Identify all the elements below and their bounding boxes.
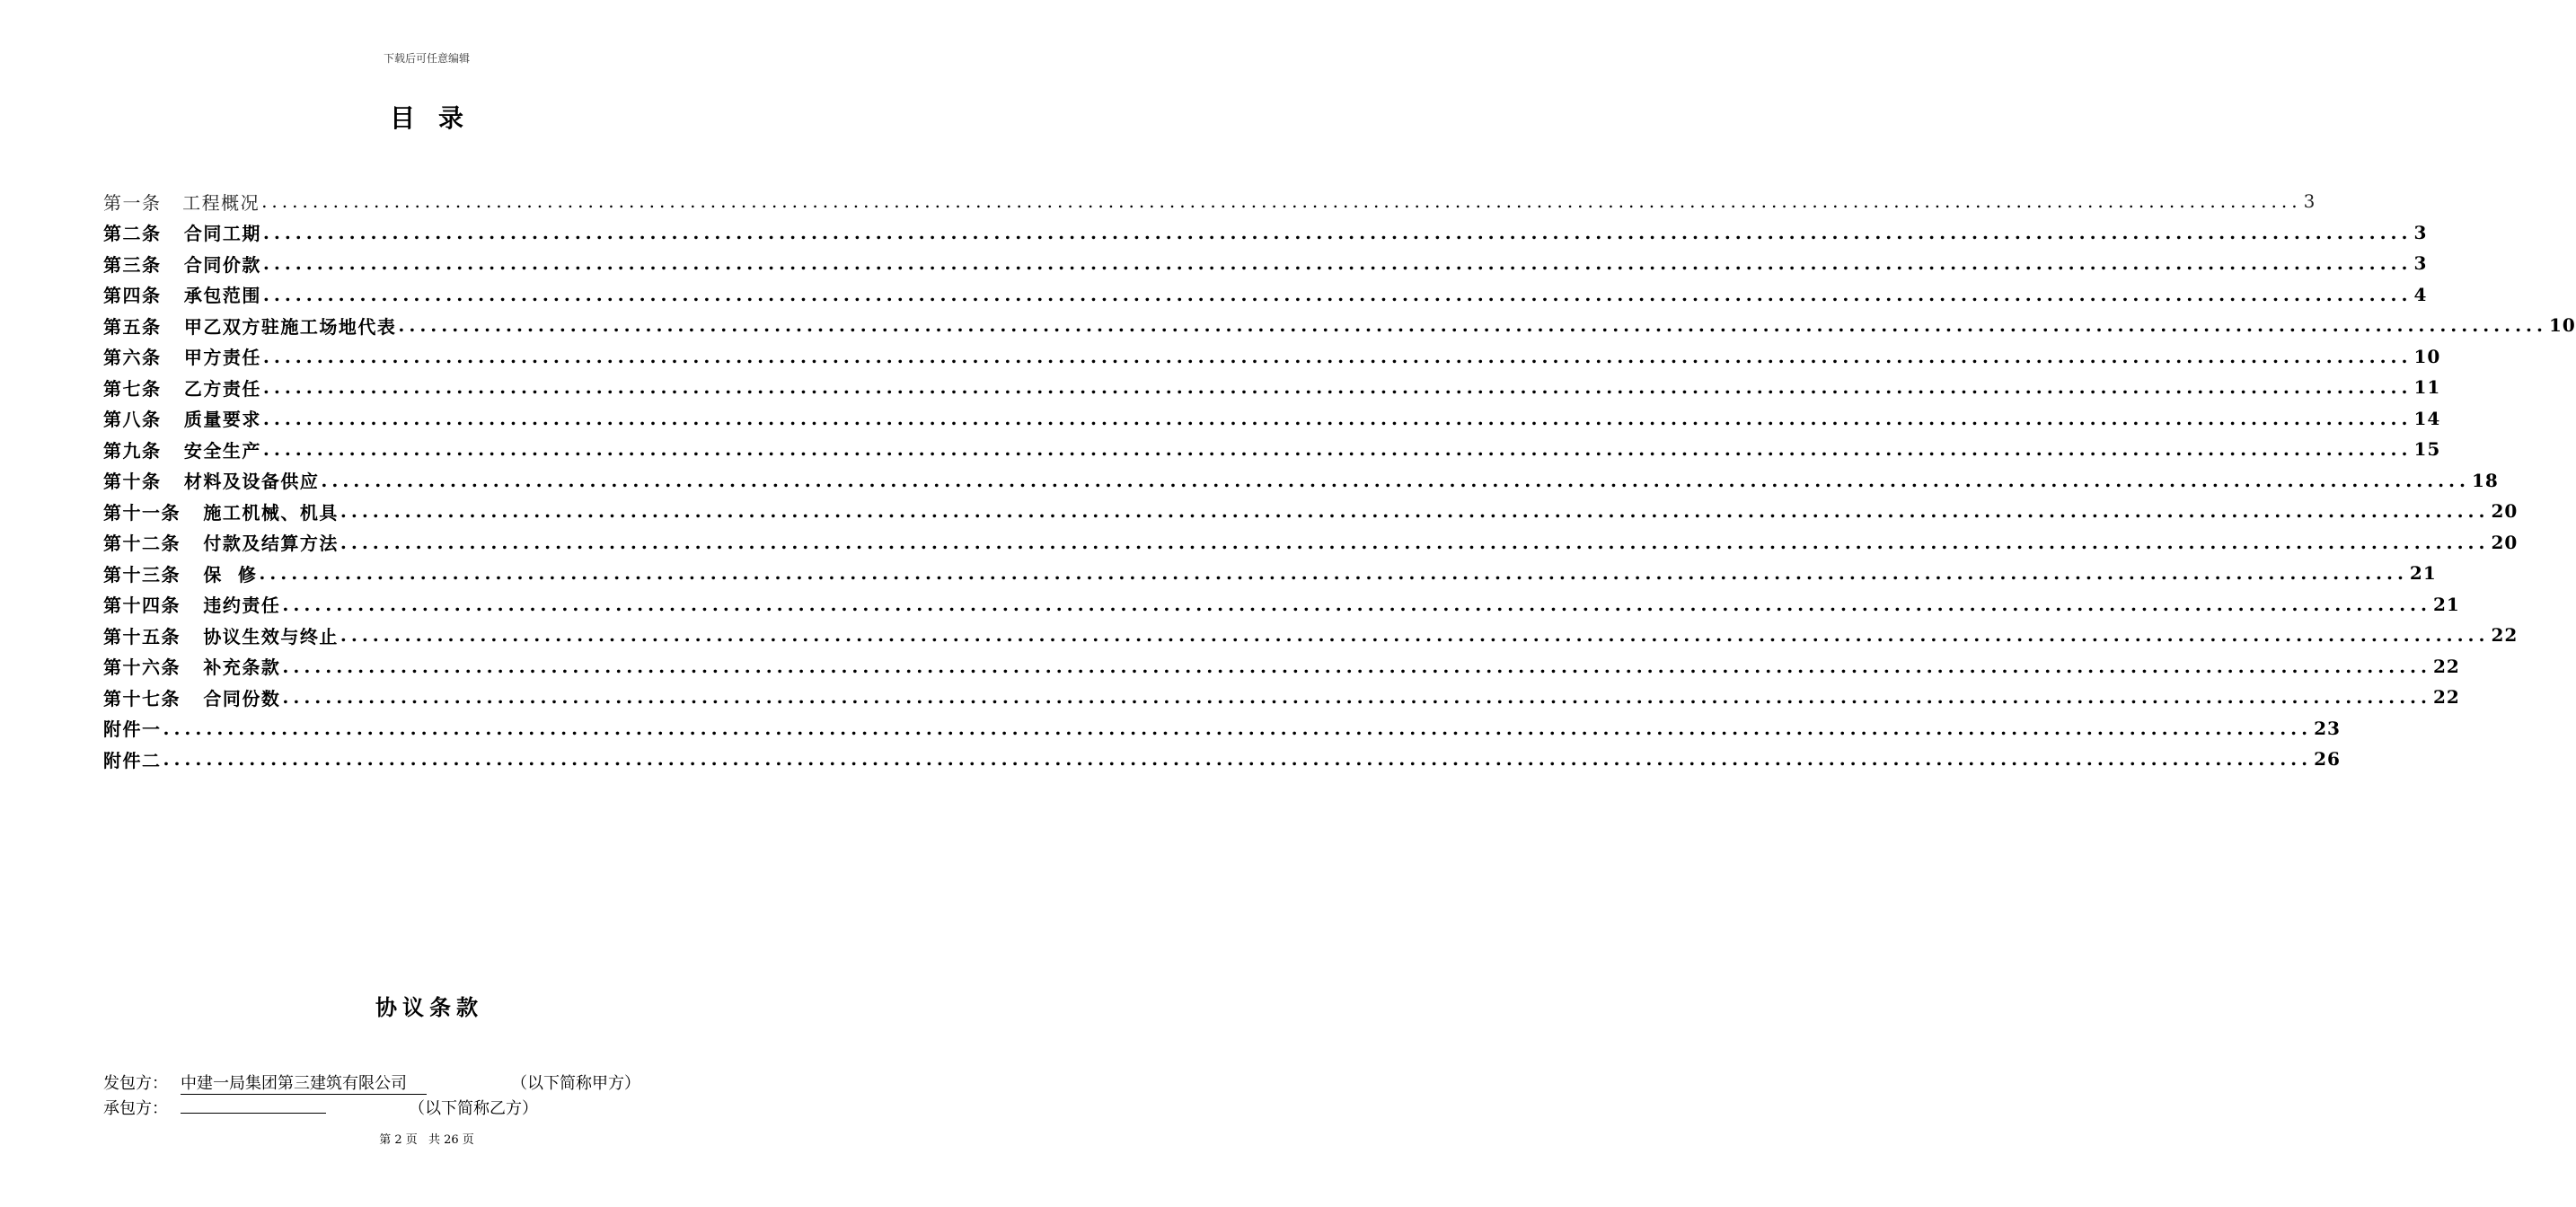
toc-dot-leader: ........................................................................................................................................................................................................ [261,190,2302,213]
toc-entry[interactable] [103,186,2316,217]
toc-entry-page: 23 [2314,717,2341,739]
page-header: 下载后可任意编辑 [383,52,470,65]
page-footer [0,1130,853,1147]
contractor-name-blank [181,1095,326,1114]
toc-entry-label: 第十一条 施工机械、机具 [103,501,339,524]
toc-entry-label: 第十五条 协议生效与终止 [103,625,339,648]
toc-entry-label: 第六条 甲方责任 [103,347,261,369]
toc-entry-label: 第四条 承包范围 [103,285,261,307]
toc-dot-leader: ........................................................................................................................................................................................................ [262,376,2413,399]
toc-entry-label: 第十七条 合同份数 [103,687,281,709]
toc-entry-page: 3 [2413,252,2428,275]
toc-entry-label: 附件二 [103,749,162,771]
toc-dot-leader: ........................................................................................................................................................................................................ [262,283,2413,305]
toc-entry[interactable] [103,341,2441,373]
toc-dot-leader: ........................................................................................................................................................................................................ [262,252,2413,275]
toc-title: 目录 [389,103,487,133]
toc-entry[interactable] [103,744,2341,775]
toc-entry-label: 附件一 [103,718,162,741]
contractor-note: （以下简称乙方） [409,1099,538,1118]
toc-entry-page: 20 [2491,500,2519,523]
toc-entry[interactable] [103,248,2428,279]
toc-entry-page: 15 [2413,438,2441,461]
toc-entry-page: 3 [2303,190,2316,213]
toc-entry-page: 14 [2413,407,2441,429]
toc-entry-label: 第十二条 付款及结算方法 [103,533,339,555]
toc-entry-page: 10 [2413,345,2441,367]
toc-entry[interactable] [103,403,2441,435]
toc-entry-page: 26 [2314,748,2341,771]
toc-entry[interactable] [103,589,2460,621]
toc-dot-leader: ........................................................................................................................................................................................................ [282,593,2431,615]
toc-entry-label: 第一条 工程概况 [103,191,260,214]
employer-note: （以下简称甲方） [511,1074,640,1093]
toc-entry-label: 第十条 材料及设备供应 [103,471,320,493]
toc-entry[interactable] [103,620,2519,651]
toc-entry-label: 第十四条 违约责任 [103,595,281,617]
toc-dot-leader: ........................................................................................................................................................................................................ [398,314,2547,337]
toc-dot-leader: ........................................................................................................................................................................................................ [340,531,2490,553]
employer-row [103,1070,640,1095]
contractor-label: 承包方： [103,1099,168,1118]
toc-dot-leader: ........................................................................................................................................................................................................ [163,748,2313,771]
toc-dot-leader: ........................................................................................................................................................................................................ [262,221,2413,243]
toc-entry[interactable] [103,713,2341,744]
toc-entry[interactable] [103,651,2460,683]
current-page: 第 2 页 [379,1133,418,1147]
toc-entry-label: 第七条 乙方责任 [103,377,261,400]
toc-entry-page: 21 [2409,562,2437,585]
toc-entry-page: 22 [2491,624,2519,647]
toc-entry-page: 20 [2491,531,2519,553]
employer-label: 发包方： [103,1074,168,1093]
toc-entry-label: 第十三条 保 修 [103,563,258,586]
toc-dot-leader: ........................................................................................................................................................................................................ [340,624,2490,647]
toc-entry-page: 21 [2432,593,2460,615]
toc-entry-label: 第五条 甲乙双方驻施工场地代表 [103,315,397,338]
toc-dot-leader: ........................................................................................................................................................................................................ [262,407,2413,429]
toc-dot-leader: ........................................................................................................................................................................................................ [321,469,2470,491]
toc-entry[interactable] [103,310,2576,341]
total-pages: 共 26 页 [428,1133,474,1147]
toc-entry[interactable] [103,279,2428,311]
toc-entry[interactable] [103,434,2441,465]
toc-entry-page: 22 [2432,655,2460,677]
toc-entry[interactable] [103,465,2499,497]
toc-dot-leader: ........................................................................................................................................................................................................ [262,438,2413,461]
toc-entry-label: 第二条 合同工期 [103,223,261,245]
employer-name: 中建一局集团第三建筑有限公司 [181,1074,427,1095]
toc-entry-label: 第十六条 补充条款 [103,656,281,679]
toc-entry-page: 4 [2413,283,2428,305]
toc-entry[interactable] [103,527,2519,559]
toc-entry[interactable] [103,372,2441,403]
toc-dot-leader: ........................................................................................................................................................................................................ [282,655,2431,677]
toc-entry[interactable] [103,682,2460,713]
toc-entry-page: 3 [2413,221,2428,243]
toc-dot-leader: ........................................................................................................................................................................................................ [259,562,2408,585]
toc-dot-leader: ........................................................................................................................................................................................................ [282,686,2431,709]
toc-entry-label: 第三条 合同价款 [103,253,261,276]
toc-entry-page: 10 [2548,314,2576,337]
toc-entry-label: 第九条 安全生产 [103,439,261,462]
toc-dot-leader: ........................................................................................................................................................................................................ [163,717,2313,739]
toc-entry[interactable] [103,217,2428,249]
table-of-contents [103,186,2576,775]
toc-entry-page: 11 [2413,376,2441,399]
toc-entry-page: 22 [2432,686,2460,709]
toc-dot-leader: ........................................................................................................................................................................................................ [340,500,2490,523]
section-title: 协议条款 [375,994,483,1020]
toc-entry-label: 第八条 质量要求 [103,409,261,431]
toc-dot-leader: ........................................................................................................................................................................................................ [262,345,2413,367]
toc-entry-page: 18 [2471,469,2499,491]
contractor-row [103,1095,538,1119]
toc-entry[interactable] [103,496,2519,527]
toc-entry[interactable] [103,558,2437,589]
